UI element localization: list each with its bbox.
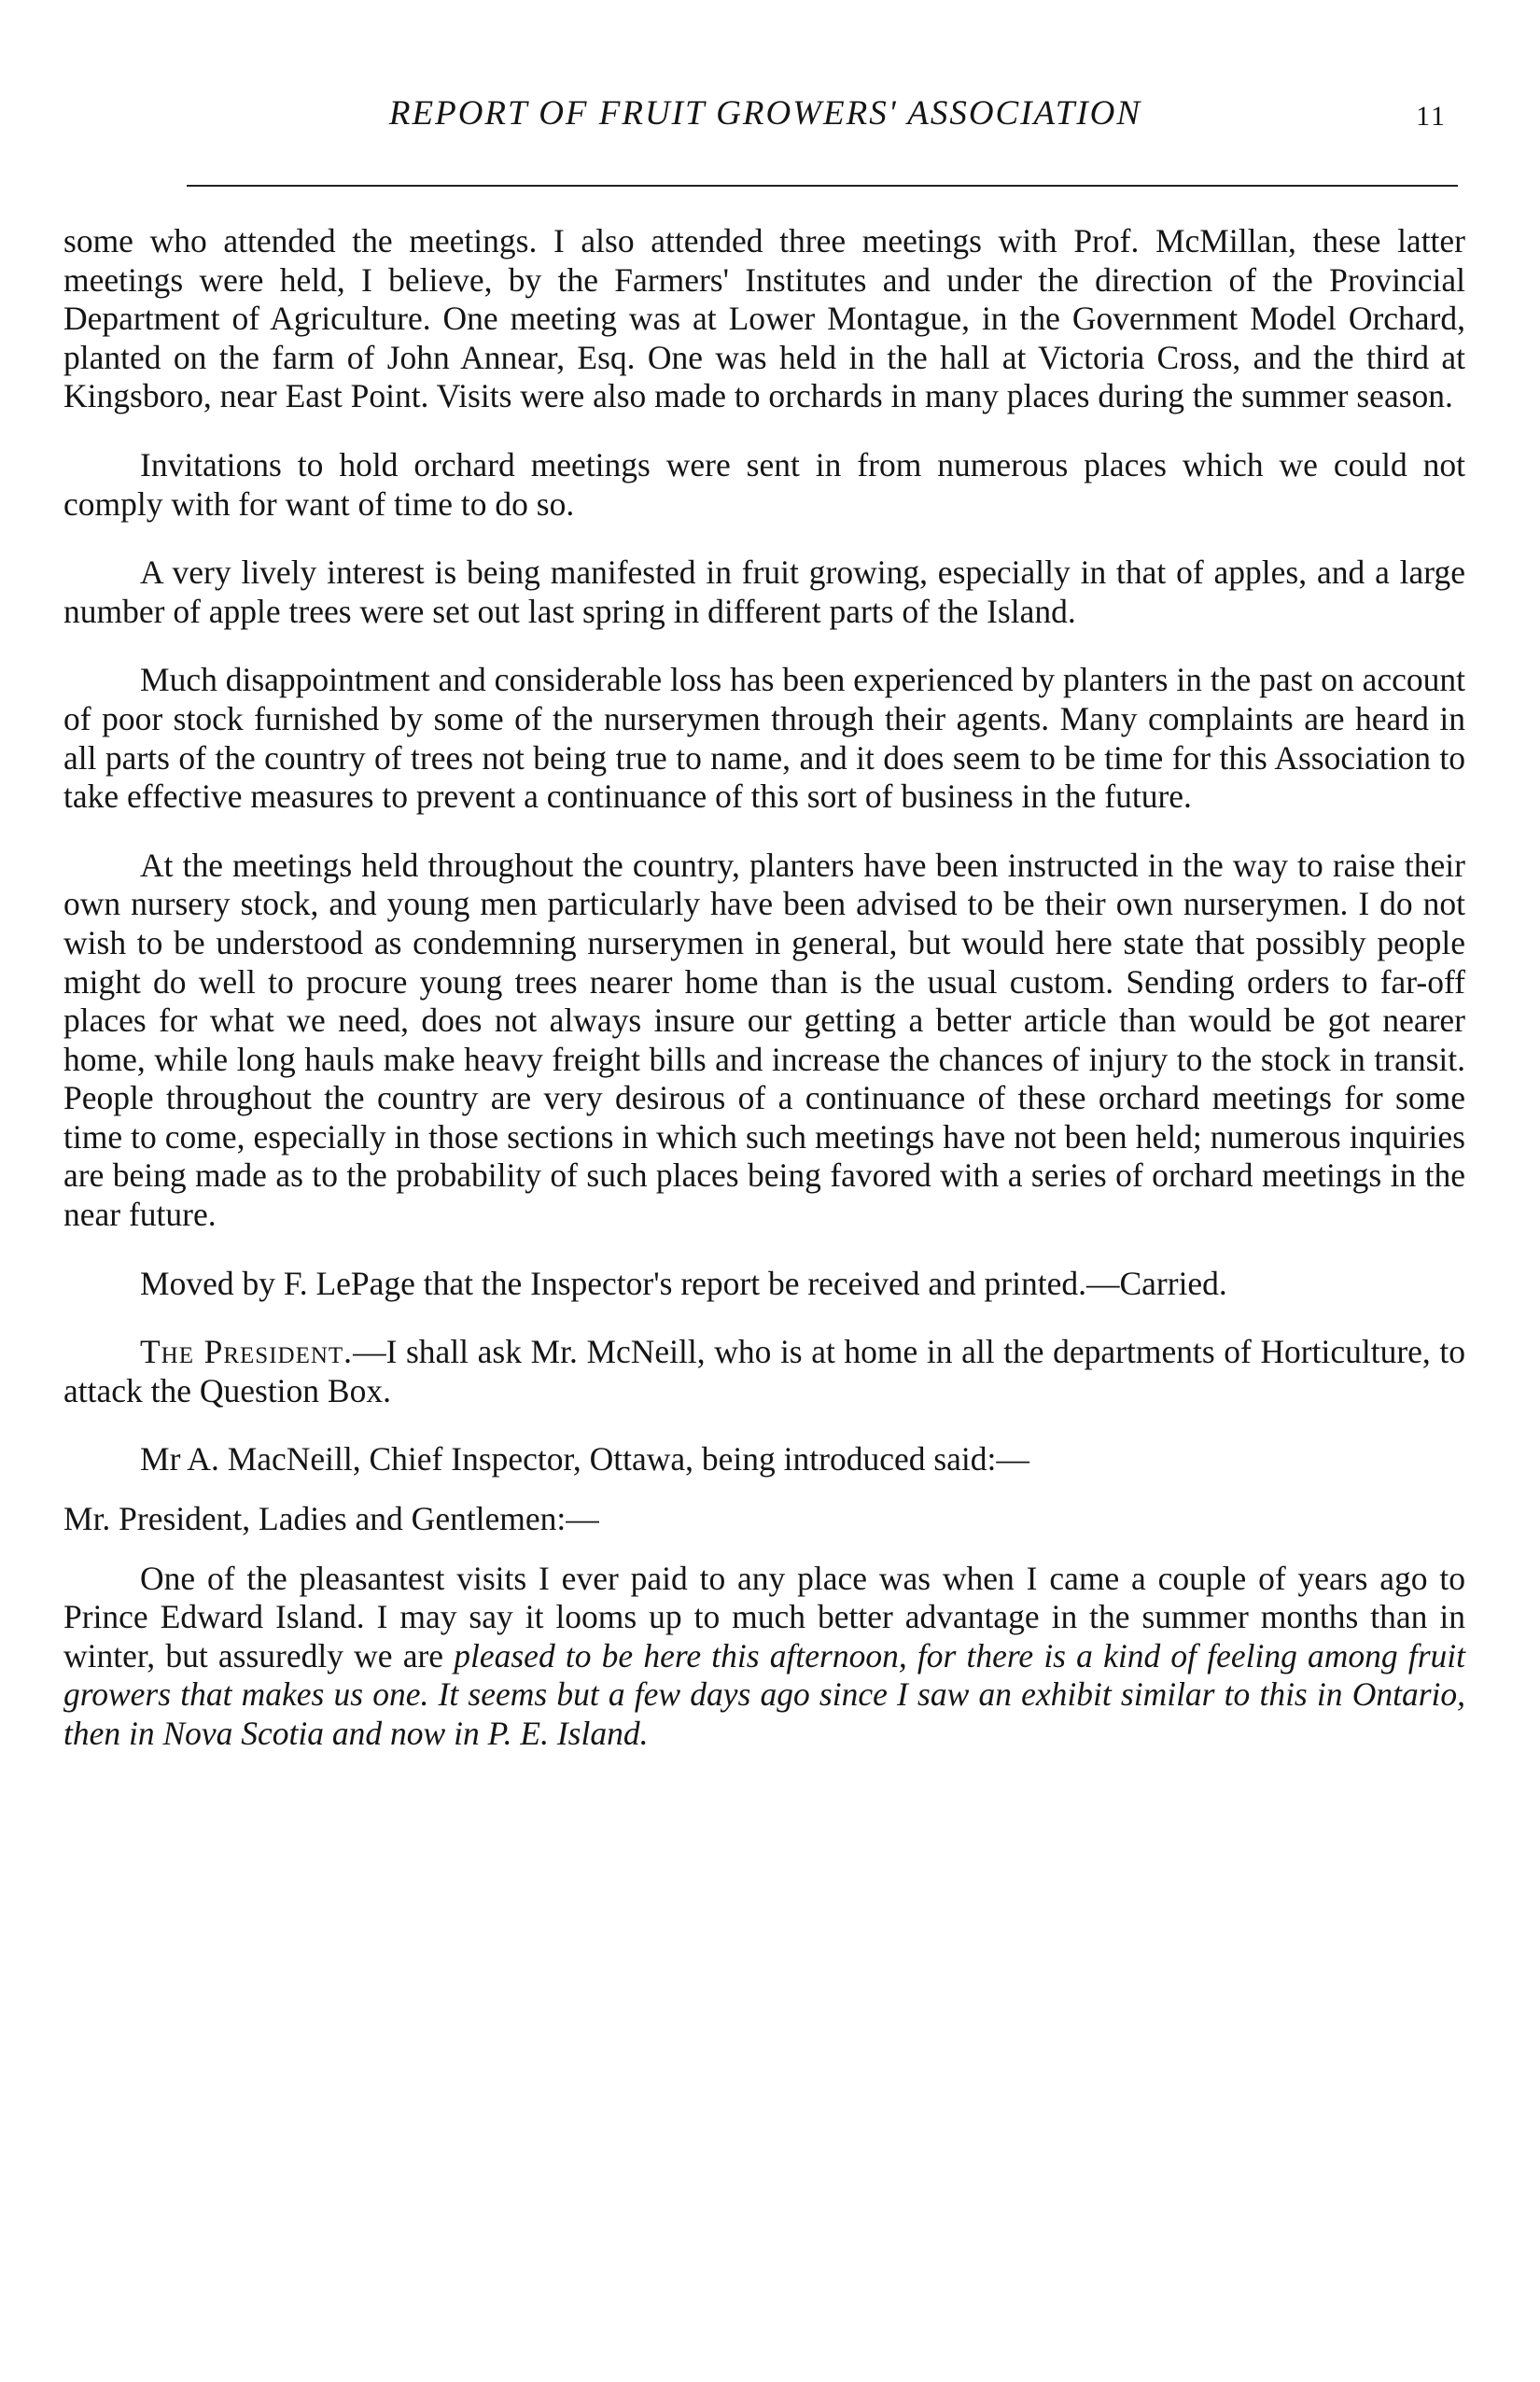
paragraph-introduction: Mr A. MacNeill, Chief Inspector, Ottawa, being introduced said:—	[140, 1440, 1029, 1478]
paragraph-speech	[63, 1560, 1465, 1754]
salutation: Mr. President, Ladies and Gentlemen:—	[63, 1500, 599, 1538]
paragraph-invitations: Invitations to hold orchard meetings were sent in from numerous places which we could not comply with for want of time to do so.	[63, 445, 1465, 523]
president-text: —I shall ask Mr. McNeill, who is at home in all the departments of Horticulture, to attack the Question Box.	[63, 1333, 1465, 1409]
paragraph-interest: A very lively interest is being manifested in fruit growing, especially in that of apples, and a large number of apple trees were set out last spring in different parts of the Island.	[63, 553, 1465, 630]
paragraph-disappointment: Much disappointment and considerable loss has been experienced by planters in the past on account of poor stock furnished by some of the nurserymen through their agents. Many complaints are heard in all parts of the country of trees not being true to name, and it does seem to be time for this Association to take effective measures to prevent a continuance of this sort of business in the future.	[63, 661, 1465, 816]
speech-italic: pleased to be here this afternoon, for there is a kind of feeling among fruit growers that makes us one. It seems but a few days ago since I saw an exhibit similar to this in Ontario, then in Nova Scotia and now in P. E. Island.	[63, 1636, 1465, 1752]
header-rule	[187, 185, 1458, 187]
speaker-label: The President.	[140, 1333, 354, 1371]
paragraph-president	[63, 1333, 1465, 1410]
page-number: 11	[1416, 101, 1447, 132]
paragraph-motion: Moved by F. LePage that the Inspector's report be received and printed.—Carried.	[140, 1264, 1227, 1302]
running-title: REPORT OF FRUIT GROWERS' ASSOCIATION	[388, 94, 1142, 133]
body-text	[63, 222, 1465, 1784]
running-head	[65, 93, 1465, 149]
paragraph-continuation: some who attended the meetings. I also attended three meetings with Prof. McMillan, these latter meetings were held, I believe, by the Farmers' Institutes and under the direction of the Provincial Department of Agriculture. One meeting was at Lower Montague, in the Government Model Orchard, planted on the farm of John Annear, Esq. One was held in the hall at Victoria Cross, and the third at Kingsboro, near East Point. Visits were also made to orchards in many places during the summer season.	[63, 222, 1465, 415]
speech-roman: One of the pleasantest visits I ever paid to any place was when I came a couple of years ago to Prince Edward Island. I may say it looms up to much better advantage in the summer months than in winter, but assuredly we are	[63, 1559, 1465, 1674]
paragraph-meetings: At the meetings held throughout the country, planters have been instructed in the way to raise their own nursery stock, and young men particularly have been advised to be their own nurserymen. I do not wish to be understood as condemning nurserymen in general, but would here state that possibly people might do well to procure young trees nearer home than is the usual custom. Sending orders to far-off places for what we need, does not always insure our getting a better article than would be got nearer home, while long hauls make heavy freight bills and increase the chances of injury to the stock in transit. People throughout the country are very desirous of a continuance of these orchard meetings for some time to come, especially in those sections in which such meetings have not been held; numerous inquiries are being made as to the probability of such places being favored with a series of orchard meetings in the near future.	[63, 846, 1465, 1234]
